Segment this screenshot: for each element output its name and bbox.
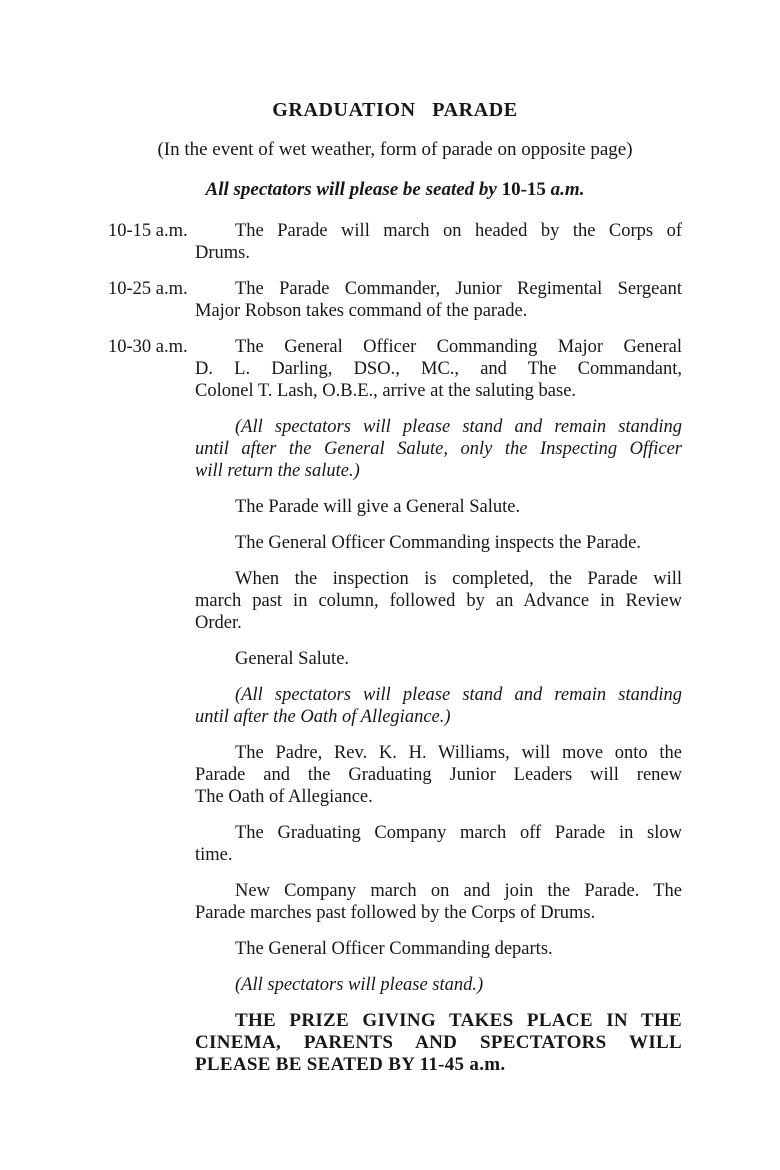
text-line: Drums. bbox=[195, 243, 250, 263]
schedule-entry bbox=[108, 278, 682, 322]
entry-time: 10-30 a.m. bbox=[108, 337, 188, 357]
text-line: New Company march on and join the Parade. The bbox=[235, 881, 682, 901]
parade-schedule bbox=[108, 220, 682, 1076]
seating-note bbox=[108, 179, 682, 201]
paragraph bbox=[195, 568, 682, 634]
text-line: The Padre, Rev. K. H. Williams, will move onto the bbox=[235, 743, 682, 763]
paragraph bbox=[195, 938, 682, 960]
paragraph bbox=[195, 822, 682, 866]
text-line: Parade marches past followed by the Corps of Drums. bbox=[195, 903, 596, 923]
entry-time: 10-15 a.m. bbox=[108, 221, 188, 241]
text-line: The Parade will march on headed by the Corps of bbox=[235, 221, 682, 241]
paragraph bbox=[195, 496, 682, 518]
text-line: D. L. Darling, DSO., MC., and The Commandant, bbox=[195, 359, 682, 379]
text-line: The General Officer Commanding inspects the Parade. bbox=[235, 533, 642, 553]
text-line: until after the General Salute, only the Inspecting Officer bbox=[195, 439, 682, 459]
entry-time: 10-25 a.m. bbox=[108, 279, 188, 299]
text-line: (All spectators will please stand.) bbox=[235, 975, 484, 995]
entry-text bbox=[195, 336, 682, 402]
schedule-entry bbox=[108, 336, 682, 402]
seating-note-text: All spectators will please be seated by bbox=[205, 179, 502, 200]
text-line: march past in column, followed by an Advance in Review bbox=[195, 591, 682, 611]
text-line: (All spectators will please stand and remain standing bbox=[235, 685, 682, 705]
text-line: The General Officer Commanding departs. bbox=[235, 939, 553, 959]
entry-text bbox=[195, 220, 682, 264]
text-line: time. bbox=[195, 845, 233, 865]
paragraph bbox=[195, 648, 682, 670]
wet-weather-note: (In the event of wet weather, form of parade on opposite page) bbox=[157, 139, 633, 160]
text-line: PLEASE BE SEATED BY 11-45 a.m. bbox=[195, 1054, 506, 1075]
text-line: The Parade Commander, Junior Regimental Sergeant bbox=[235, 279, 682, 299]
prize-giving-notice bbox=[195, 1010, 682, 1076]
spectator-instruction bbox=[195, 684, 682, 728]
text-line: Parade and the Graduating Junior Leaders will renew bbox=[195, 765, 682, 785]
entry-text bbox=[195, 278, 682, 322]
paragraph bbox=[195, 532, 682, 554]
page-title: GRADUATION PARADE bbox=[272, 99, 518, 121]
text-line: The Graduating Company march off Parade in slow bbox=[235, 823, 682, 843]
seating-note-suffix: a.m. bbox=[545, 179, 585, 200]
text-line: The General Officer Commanding Major General bbox=[235, 337, 682, 357]
text-line: Colonel T. Lash, O.B.E., arrive at the saluting base. bbox=[195, 381, 577, 401]
text-line: CINEMA, PARENTS AND SPECTATORS WILL bbox=[195, 1032, 682, 1053]
spectator-instruction bbox=[195, 416, 682, 482]
text-line: THE PRIZE GIVING TAKES PLACE IN THE bbox=[235, 1010, 682, 1031]
text-line: (All spectators will please stand and remain standing bbox=[235, 417, 682, 437]
text-line: The Oath of Allegiance. bbox=[195, 787, 373, 807]
text-line: General Salute. bbox=[235, 649, 350, 669]
paragraph bbox=[195, 742, 682, 808]
text-line: until after the Oath of Allegiance.) bbox=[195, 707, 451, 727]
text-line: Major Robson takes command of the parade. bbox=[195, 301, 528, 321]
spectator-instruction bbox=[195, 974, 682, 996]
text-line: The Parade will give a General Salute. bbox=[235, 497, 521, 517]
seating-note-time: 10-15 bbox=[501, 179, 546, 200]
schedule-entry bbox=[108, 220, 682, 264]
text-line: Order. bbox=[195, 613, 242, 633]
text-line: will return the salute.) bbox=[195, 461, 360, 481]
paragraph bbox=[195, 880, 682, 924]
text-line: When the inspection is completed, the Parade will bbox=[235, 569, 682, 589]
